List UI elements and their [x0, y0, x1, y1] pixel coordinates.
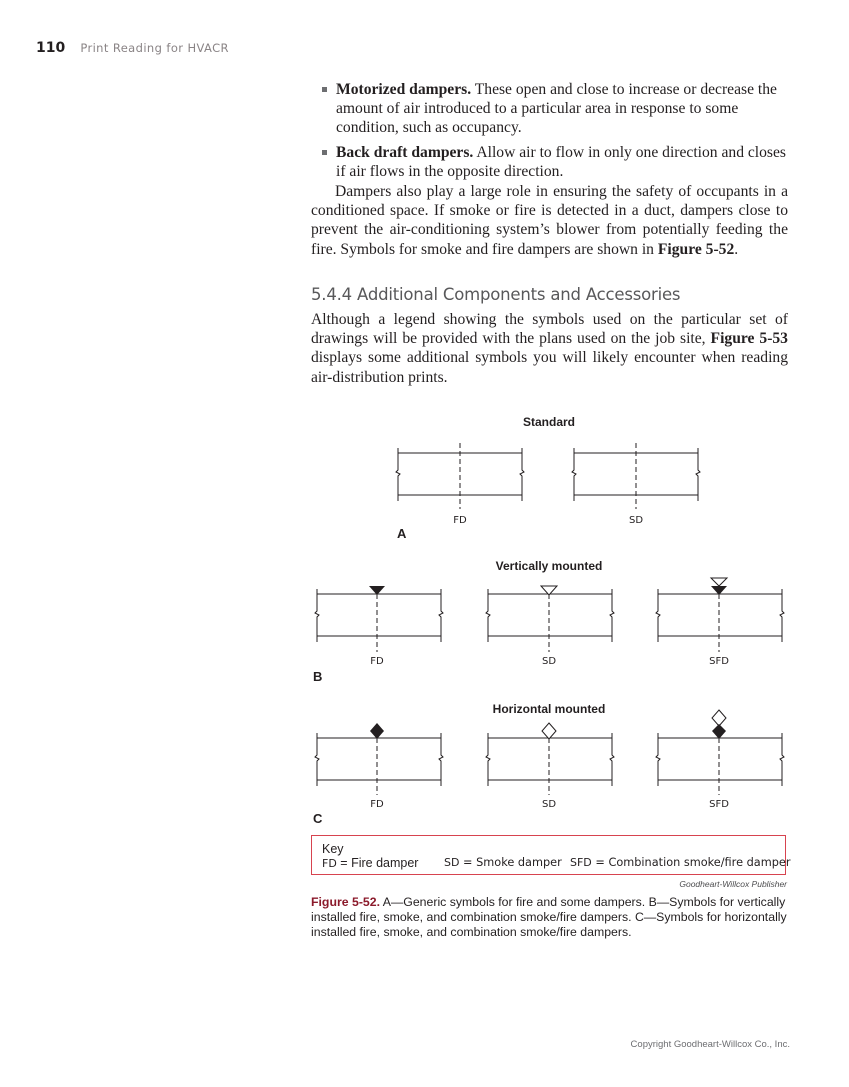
- key-definition: Fire damper: [351, 856, 419, 870]
- symbol-label: FD: [370, 656, 384, 667]
- symbol-label: FD: [370, 799, 384, 810]
- figure-reference-link[interactable]: Figure 5-53: [710, 330, 788, 348]
- key-title: Key: [322, 842, 344, 856]
- figure-key: [311, 835, 791, 875]
- key-definition: Smoke damper: [476, 856, 562, 869]
- book-title: Print Reading for HVACR: [80, 41, 229, 55]
- fire-damper-horizontal-symbol: [315, 723, 443, 810]
- smoke-damper-standard-symbol: [572, 443, 700, 526]
- paragraph-text: displays some additional symbols you will likely encounter when reading air-distribution prints.: [311, 349, 788, 386]
- panel-a: [396, 415, 700, 541]
- paragraph-text: Although a legend showing the symbols used on the particular set of drawings will be provided with the plans used on the job site,: [311, 311, 788, 348]
- figure-caption: [311, 895, 791, 941]
- panel-b: [313, 559, 784, 684]
- panel-letter: B: [313, 669, 323, 684]
- fire-damper-vertical-symbol: [315, 586, 443, 667]
- smoke-damper-vertical-symbol: [486, 586, 614, 667]
- key-item-sfd: SFD = Combination smoke/fire damper: [570, 856, 791, 869]
- bullet-text: These open and close to increase or decrease the amount of air introduced to a particular area in response to some condition, such as occupancy.: [336, 81, 777, 137]
- symbol-label: SFD: [709, 799, 729, 810]
- smoke-fire-damper-horizontal-symbol: [656, 710, 784, 810]
- paragraph-end: .: [734, 240, 739, 258]
- key-abbr: SFD: [570, 856, 592, 869]
- key-abbr: SD: [444, 856, 460, 869]
- open-diamond-icon: [542, 723, 556, 739]
- copyright-footer: Copyright Goodheart-Willcox Co., Inc.: [630, 1039, 790, 1050]
- bullet-text: Allow air to flow in only one direction and closes if air flows in the opposite direction.: [336, 143, 786, 180]
- symbol-label: SD: [541, 656, 557, 667]
- smoke-damper-horizontal-symbol: [486, 723, 614, 810]
- symbol-label: SFD: [709, 656, 729, 667]
- caption-label: Figure 5-52.: [311, 895, 381, 909]
- section-heading: 5.4.4 Additional Components and Accessories: [311, 285, 681, 304]
- panel-letter: A: [397, 526, 407, 541]
- panel-letter: C: [313, 811, 323, 826]
- key-item-sd: SD = Smoke damper: [444, 856, 562, 869]
- key-abbr: FD: [322, 857, 337, 870]
- filled-diamond-icon: [712, 724, 726, 739]
- smoke-fire-damper-vertical-symbol: [656, 578, 784, 667]
- panel-title: Standard: [522, 415, 576, 429]
- caption-text: A—Generic symbols for fire and some dampers. B—Symbols for vertically installed fire, smoke, and combination smoke/fire dampers. C—Symbols for horizontally installed fire, smoke, and combination smoke/fire dampers.: [311, 895, 787, 940]
- figure-credit: Goodheart-Willcox Publisher: [679, 879, 787, 889]
- key-definition: Combination smoke/fire damper: [608, 856, 791, 869]
- symbol-label: SD: [628, 515, 644, 526]
- fire-damper-standard-symbol: [396, 443, 524, 526]
- figure-reference-link[interactable]: Figure 5-52: [657, 240, 735, 258]
- bullet-term: Motorized dampers.: [336, 81, 472, 98]
- open-triangle-icon: [711, 578, 727, 586]
- panel-title: Vertically mounted: [495, 559, 603, 573]
- symbol-label: FD: [453, 515, 467, 526]
- key-item-fd: FD = Fire damper: [322, 856, 419, 870]
- paragraph-text: Dampers also play a large role in ensuring the safety of occupants in a conditioned space. If smoke or fire is detected in a duct, dampers close to prevent the air-conditioning system’s blower from potentially feeding the fire. Symbols for smoke and fire dampers are shown in: [311, 183, 788, 258]
- panel-title: Horizontal mounted: [492, 702, 606, 716]
- page-number: 110: [36, 40, 66, 56]
- panel-c: [313, 702, 784, 826]
- filled-diamond-icon: [370, 723, 384, 739]
- open-diamond-icon: [712, 710, 726, 726]
- bullet-term: Back draft dampers.: [336, 143, 474, 161]
- symbol-label: SD: [541, 799, 557, 810]
